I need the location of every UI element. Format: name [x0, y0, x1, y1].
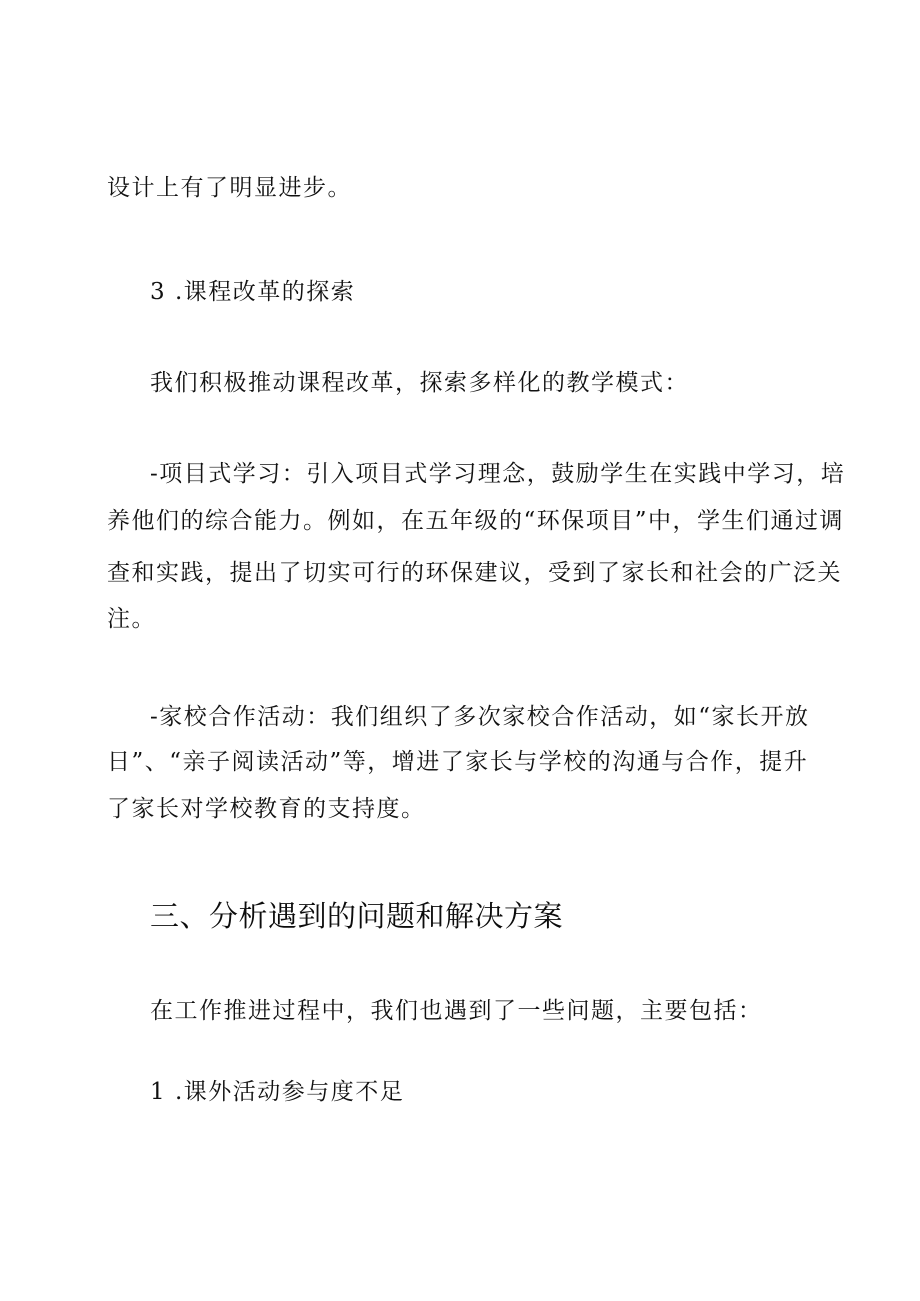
- bullet-line: -家校合作活动：我们组织了多次家校合作活动，如“家长开放: [150, 704, 810, 730]
- bullet-line: 养他们的综合能力。例如，在五年级的“环保项目”中，学生们通过调: [107, 508, 845, 534]
- section-intro-paragraph: 在工作推进过程中，我们也遇到了一些问题，主要包括：: [150, 998, 763, 1024]
- bullet-line: -项目式学习：引入项目式学习理念，鼓励学生在实践中学习，培: [150, 461, 846, 487]
- subsection-title-3: 3 .课程改革的探索: [150, 279, 356, 305]
- problem-item-1-title: 1 .课外活动参与度不足: [150, 1079, 405, 1105]
- subsection-intro-paragraph: 我们积极推动课程改革，探索多样化的教学模式：: [150, 370, 689, 396]
- bullet-line: 查和实践，提出了切实可行的环保建议，受到了家长和社会的广泛关: [107, 560, 842, 586]
- section-heading-three: 三、分析遇到的问题和解决方案: [150, 899, 564, 933]
- bullet-line: 注。: [107, 606, 156, 632]
- continuation-paragraph: 设计上有了明显进步。: [107, 175, 352, 201]
- bullet-line: 日”、“亲子阅读活动”等，增进了家长与学校的沟通与合作，提升: [107, 749, 809, 775]
- bullet-line: 了家长对学校教育的支持度。: [107, 796, 426, 822]
